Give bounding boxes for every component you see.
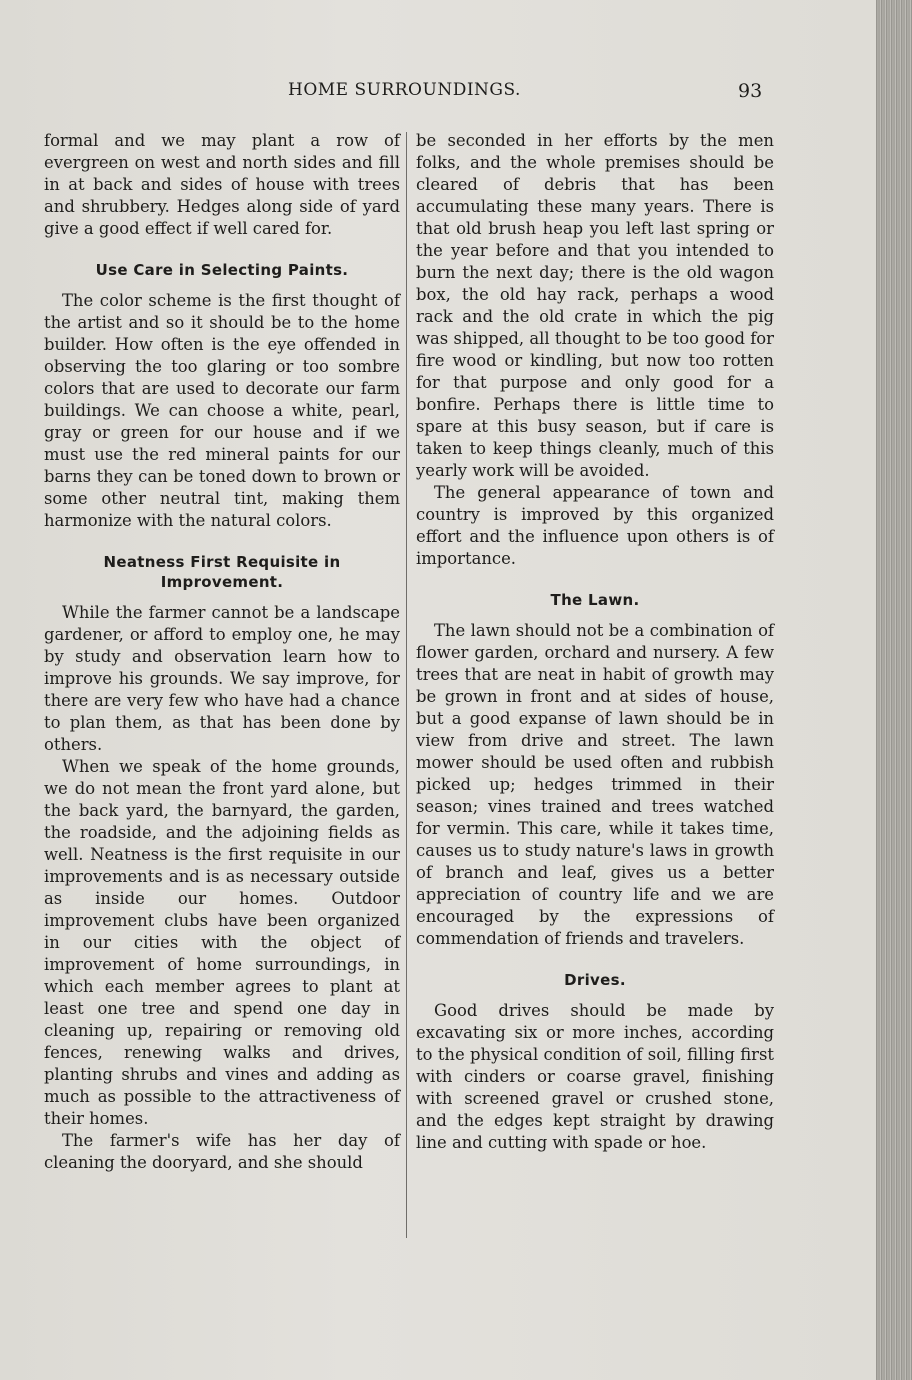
- column-divider: [406, 132, 407, 1238]
- paragraph: formal and we may plant a row of evergreen on west and north sides and fill in at back and sides of house with trees and shrubbery. Hedges along side of yard give a good effect if well cared for.: [44, 131, 400, 238]
- section-heading: Use Care in Selecting Paints.: [95, 261, 349, 279]
- right-column: [416, 130, 774, 1154]
- section-heading: Drives.: [564, 971, 626, 989]
- page-stack-edge: [876, 0, 912, 1380]
- page-number: 93: [738, 80, 763, 102]
- paragraph: The lawn should not be a combination of flower garden, orchard and nursery. A few trees that are neat in habit of growth may be grown in front and at sides of house, but a good expanse of lawn should be in view from drive and street. The lawn mower should be used often and rubbish picked up; hedges trimmed in their season; vines trained and trees watched for vermin. This care, while it takes time, causes us to study nature's laws in growth of branch and leaf, gives us a better appreciation of country life and we are encouraged by the expressions of commendation of friends and travelers.: [416, 621, 774, 948]
- paragraph: While the farmer cannot be a landscape gardener, or afford to employ one, he may by study and observation learn how to improve his grounds. We say improve, for there are very few who have had a chance to plan them, as that has been done by others.: [44, 603, 400, 754]
- paragraph: Good drives should be made by excavating six or more inches, according to the physical condition of soil, filling first with cinders or coarse gravel, finishing with screened gravel or crushed stone, and the edges kept straight by drawing line and cutting with spade or hoe.: [416, 1001, 774, 1152]
- paragraph: be seconded in her efforts by the men folks, and the whole premises should be cleared of debris that has been accumulating these many years. There is that old brush heap you left last spring or the year before and that you intended to burn the next day; there is the old wagon box, the old hay rack, perhaps a wood rack and the old crate in which the pig was shipped, all thought to be too good for fire wood or kindling, but now too rotten for that purpose and only good for a bonfire. Perhaps there is little time to spare at this busy season, but if care is taken to keep things cleanly, much of this yearly work will be avoided.: [416, 131, 774, 480]
- section-heading: Neatness First Requisite in Improvement.: [103, 553, 341, 591]
- paragraph: The color scheme is the first thought of the artist and so it should be to the home builder. How often is the eye offended in observing the too glaring or too sombre colors that are used to decorate our farm buildings. We can choose a white, pearl, gray or green for our house and if we must use the red mineral paints for our barns they can be toned down to brown or some other neutral tint, making them harmonize with the natural colors.: [44, 291, 400, 530]
- paragraph: The farmer's wife has her day of cleaning the dooryard, and she should: [44, 1131, 400, 1172]
- section-heading: The Lawn.: [550, 591, 640, 609]
- paragraph: The general appearance of town and country is improved by this organized effort and the influence upon others is of importance.: [416, 483, 774, 568]
- paragraph: When we speak of the home grounds, we do not mean the front yard alone, but the back yard, the barnyard, the garden, the roadside, and the adjoining fields as well. Neatness is the first requisite in our improvements and is as necessary outside as inside our homes. Outdoor improvement clubs have been organized in our cities with the object of improvement of home surroundings, in which each member agrees to plant at least one tree and spend one day in cleaning up, repairing or removing old fences, renewing walks and drives, planting shrubs and vines and adding as much as possible to the attractiveness of their homes.: [44, 757, 400, 1128]
- running-title: HOME SURROUNDINGS.: [288, 80, 521, 100]
- left-column: [44, 130, 400, 1174]
